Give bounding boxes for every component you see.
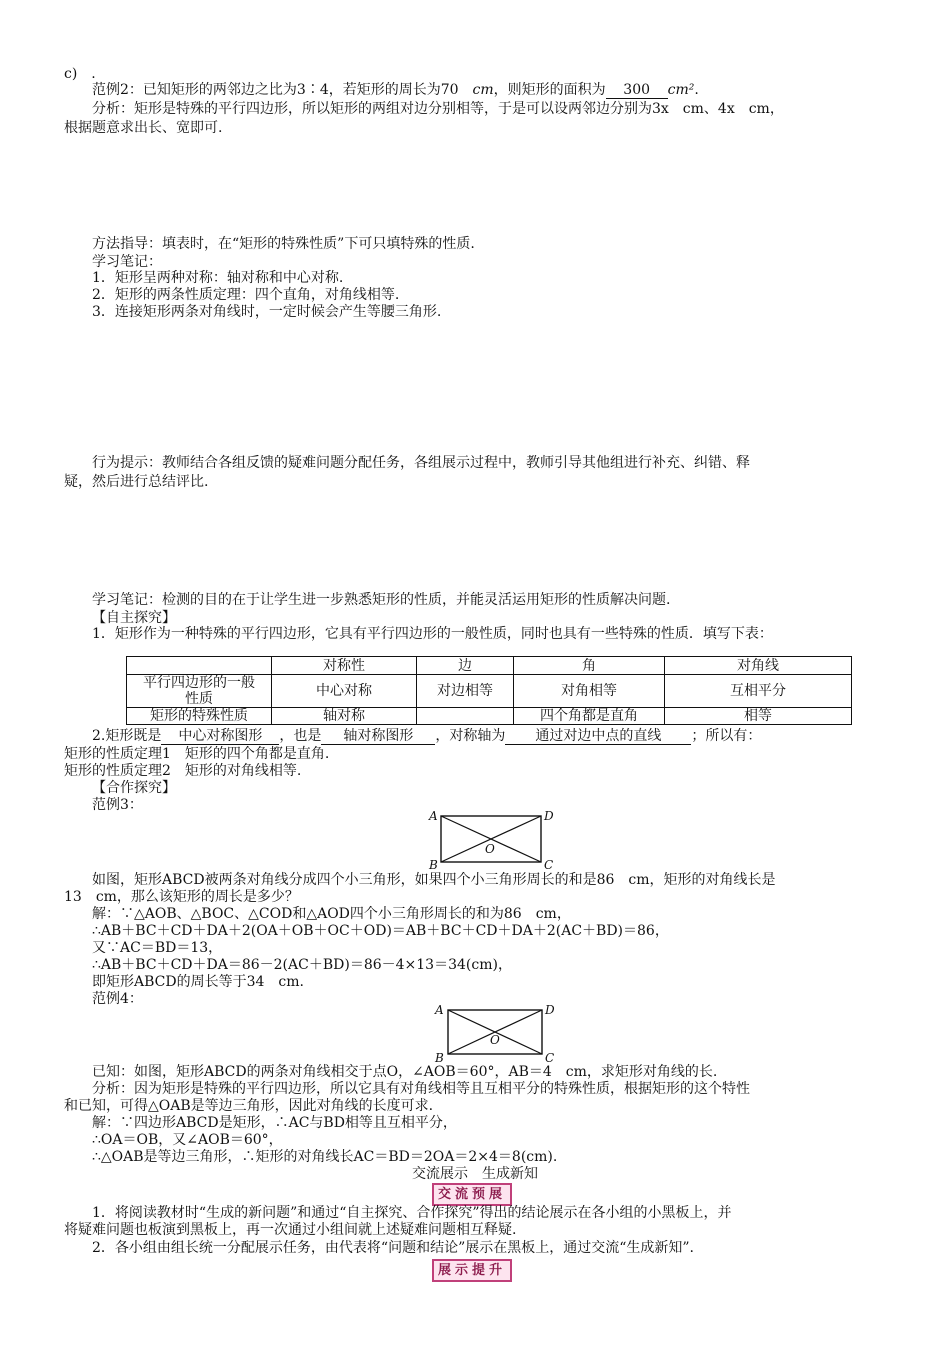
table-header-cell: 对称性 — [272, 657, 417, 675]
table-cell: 矩形的特殊性质 — [127, 708, 272, 725]
table-cell — [417, 708, 514, 725]
section-heading-cooperative: 【合作探究】 — [92, 780, 176, 796]
analysis-line-cont: 根据题意求出长、宽即可. — [64, 120, 223, 136]
table-header-cell: 对角线 — [665, 657, 852, 675]
text-line: c) . — [64, 66, 96, 82]
vertex-label: C — [545, 1051, 555, 1064]
question-1: 1．矩形作为一种特殊的平行四边形，它具有平行四边形的一般性质，同时也具有一些特殊的性质．填写下表： — [92, 626, 773, 642]
answer-central-symmetric: 中心对称图形 — [161, 729, 279, 745]
example-4-analysis-cont: 和已知，可得△OAB是等边三角形，因此对角线的长度可求. — [64, 1098, 434, 1114]
table-cell: 互相平分 — [665, 675, 852, 708]
example-4-given: 已知：如图，矩形ABCD的两条对角线相交于点O，∠AOB＝60°，AB＝4 cm，求矩形对角线的长. — [92, 1064, 718, 1080]
study-notes-2: 学习笔记：检测的目的在于让学生进一步熟悉矩形的性质，并能灵活运用矩形的性质解决问题. — [92, 592, 671, 608]
q2-text-2: ，也是 — [279, 728, 322, 744]
badge-exchange-preview: 交流预展 — [432, 1183, 512, 1206]
vertex-label: A — [435, 1003, 444, 1017]
example-2-text-2: ，则矩形的面积为 — [493, 82, 606, 98]
solution-line: ∴△OAB是等边三角形，∴矩形的对角线长AC＝BD＝2OA＝2×4＝8(cm). — [92, 1149, 558, 1165]
vertex-label: B — [429, 858, 438, 870]
example-3-problem: 如图，矩形ABCD被两条对角线分成四个小三角形，如果四个小三角形周长的和是86 cm，矩形的对角线长是 — [92, 872, 776, 888]
table-cell: 中心对称 — [272, 675, 417, 708]
method-guide: 方法指导：填表时，在“矩形的特殊性质”下可只填特殊的性质. — [92, 236, 475, 252]
theorem-1: 矩形的性质定理1 矩形的四个角都是直角. — [64, 746, 330, 762]
badge-display-improve: 展示提升 — [432, 1259, 512, 1282]
rectangle-figure-4 — [430, 1000, 560, 1064]
activity-1: 1．将阅读教材时“生成的新问题”和通过“自主探究、合作探究”得出的结论展示在各小组的小黑板上，并 — [92, 1205, 732, 1221]
theorem-2: 矩形的性质定理2 矩形的对角线相等. — [64, 763, 302, 779]
note-item: 2．矩形的两条性质定理：四个直角，对角线相等. — [92, 287, 400, 303]
section-heading-self-study: 【自主探究】 — [92, 610, 176, 626]
example-2-statement: 范例2：已知矩形的两邻边之比为3∶4，若矩形的周长为70 cm，则矩形的面积为 300 cm². — [92, 82, 699, 98]
note-item: 3．连接矩形两条对角线时，一定时候会产生等腰三角形. — [92, 304, 442, 320]
example-3-problem-cont: 13 cm，那么该矩形的周长是多少？ — [64, 889, 299, 905]
section-title-exchange: 交流展示 生成新知 — [412, 1166, 538, 1182]
center-label: O — [485, 842, 495, 856]
example-2-text: 范例2：已知矩形的两邻边之比为3∶4，若矩形的周长为70 — [92, 82, 473, 98]
vertex-label: D — [544, 809, 554, 823]
vertex-label: A — [429, 809, 438, 823]
q2-text-4: ；所以有： — [691, 728, 762, 744]
solution-line: 即矩形ABCD的周长等于34 cm. — [92, 974, 304, 990]
study-notes-heading: 学习笔记： — [92, 254, 162, 270]
table-cell: 轴对称 — [272, 708, 417, 725]
table-row — [127, 675, 852, 708]
solution-line: 解：∵四边形ABCD是矩形，∴AC与BD相等且互相平分， — [92, 1115, 457, 1131]
table-cell: 对边相等 — [417, 675, 514, 708]
solution-line: 解：∵△AOB、△BOC、△COD和△AOD四个小三角形周长的和为86 cm， — [92, 906, 571, 922]
table-cell: 对角相等 — [514, 675, 665, 708]
properties-table — [126, 656, 852, 725]
solution-line: 又∵AC＝BD＝13， — [92, 940, 223, 956]
table-row — [127, 708, 852, 725]
table-header-row — [127, 657, 852, 675]
answer-axis: 通过对边中点的直线 — [505, 729, 691, 745]
solution-line: ∴OA＝OB，又∠AOB＝60°， — [92, 1132, 283, 1148]
center-label: O — [490, 1033, 500, 1047]
analysis-line: 分析：矩形是特殊的平行四边形，所以矩形的两组对边分别相等，于是可以设两邻边分别为3x cm、4x cm， — [92, 101, 784, 117]
unit-cm2: cm² — [667, 82, 695, 98]
vertex-label: C — [544, 858, 554, 870]
question-2 — [92, 728, 761, 745]
table-header-cell — [127, 657, 272, 675]
behavior-hint: 行为提示：教师结合各组反馈的疑难问题分配任务，各组展示过程中，教师引导其他组进行补充、纠错、释 — [92, 455, 750, 471]
note-item: 1．矩形呈两种对称：轴对称和中心对称. — [92, 270, 344, 286]
example-4-analysis: 分析：因为矩形是特殊的平行四边形，所以它具有对角线相等且互相平分的特殊性质，根据矩形的这个特性 — [92, 1081, 750, 1097]
table-cell — [127, 675, 272, 708]
solution-line: ∴AB＋BC＋CD＋DA＋2(OA＋OB＋OC＋OD)＝AB＋BC＋CD＋DA＋2(AC＋BD)＝86， — [92, 923, 669, 939]
table-header-cell: 角 — [514, 657, 665, 675]
activity-2: 2．各小组由组长统一分配展示任务，由代表将“问题和结论”展示在黑板上，通过交流“生成新知”. — [92, 1240, 694, 1256]
example-3-heading: 范例3： — [92, 797, 143, 813]
behavior-hint-cont: 疑，然后进行总结评比. — [64, 474, 209, 490]
table-header-cell: 边 — [417, 657, 514, 675]
example-4-heading: 范例4： — [92, 991, 143, 1007]
solution-line: ∴AB＋BC＋CD＋DA＝86－2(AC＋BD)＝86－4×13＝34(cm)， — [92, 957, 512, 973]
table-cell-text: 平行四边形的一般性质 — [143, 675, 255, 707]
q2-text: 2.矩形既是 — [92, 728, 162, 744]
answer-blank-area: 300 — [606, 83, 668, 99]
q2-text-3: ，对称轴为 — [435, 728, 506, 744]
activity-1-cont: 将疑难问题也板演到黑板上，再一次通过小组间就上述疑难问题相互释疑. — [64, 1222, 517, 1238]
table-cell: 四个角都是直角 — [514, 708, 665, 725]
unit-cm: cm — [472, 82, 494, 98]
table-cell: 相等 — [665, 708, 852, 725]
vertex-label: B — [435, 1051, 444, 1064]
rectangle-figure-3 — [425, 808, 560, 870]
answer-axial-symmetric: 轴对称图形 — [321, 729, 435, 745]
vertex-label: D — [545, 1003, 555, 1017]
